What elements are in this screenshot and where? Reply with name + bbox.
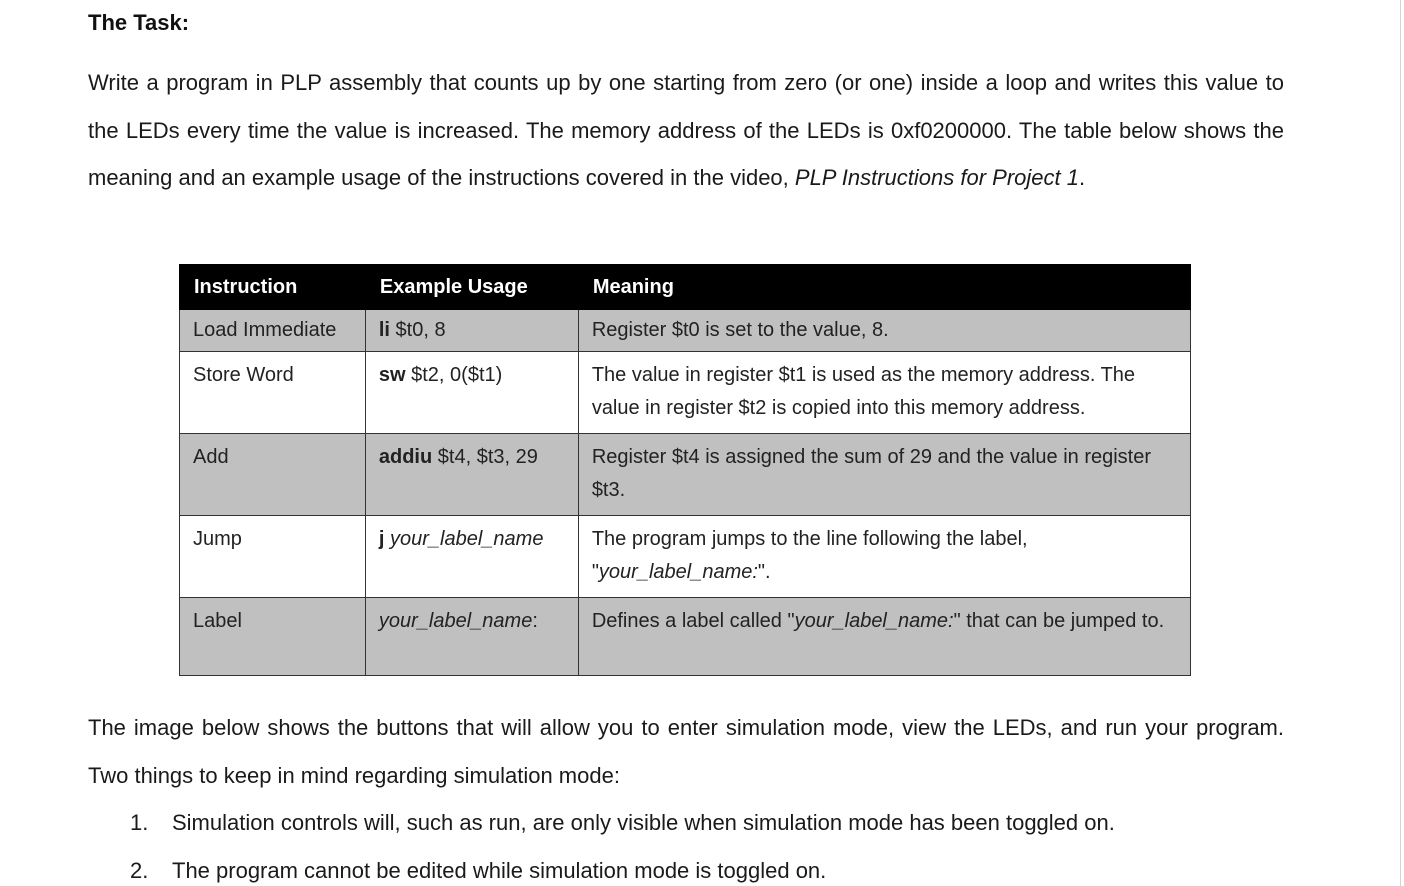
- usage-cell: [365, 352, 578, 434]
- usage-cell: [365, 516, 578, 598]
- usage-cell: [365, 598, 578, 676]
- instruction-cell: Add: [180, 434, 366, 516]
- meaning-text-end: " that can be jumped to.: [953, 610, 1165, 632]
- simulation-paragraph: The image below shows the buttons that will allow you to enter simulation mode, view the LEDs, and run your program. Two things to keep in mind regarding simulation mode:: [88, 715, 1284, 788]
- table-row: [180, 434, 1191, 516]
- usage-label-name: your_label_name: [378, 610, 533, 632]
- meaning-label: your_label_name:: [598, 561, 758, 583]
- usage-cell: [365, 434, 578, 516]
- video-title: PLP Instructions for Project 1: [794, 165, 1079, 190]
- usage-keyword: addiu: [378, 446, 433, 468]
- meaning-cell: The value in register $t1 is used as the memory address. The value in register $t2 is copied into this memory address.: [578, 352, 1190, 434]
- table-row: [180, 352, 1191, 434]
- usage-colon: :: [532, 610, 538, 632]
- instruction-cell: Label: [180, 598, 366, 676]
- usage-cell: [365, 310, 578, 352]
- meaning-text: Defines a label called ": [591, 610, 795, 632]
- intro-text: Write a program in PLP assembly that counts up by one starting from zero (or one) inside a loop and writes this value to the LEDs every time the value is increased. The memory address of the LEDs is 0xf0200000. The table below shows the meaning and an example usage of the instructions covered in the video,: [88, 70, 1284, 190]
- list-number: 1.: [130, 810, 149, 835]
- task-heading: The Task:: [88, 10, 190, 35]
- table-row: [180, 598, 1191, 676]
- usage-operands: $t2, 0($t1): [405, 364, 503, 386]
- meaning-cell: Register $t4 is assigned the sum of 29 and the value in register $t3.: [578, 434, 1190, 516]
- list-text: Simulation controls will, such as run, are only visible when simulation mode has been toggled on.: [172, 810, 1115, 835]
- table-row: [180, 310, 1191, 352]
- simulation-notes-list: [88, 799, 1115, 886]
- meaning-cell: [578, 598, 1190, 676]
- list-item: [88, 799, 1115, 847]
- header-example-usage: Example Usage: [365, 265, 578, 310]
- usage-operands: $t0, 8: [390, 319, 446, 341]
- page-edge: [1400, 0, 1401, 886]
- instruction-cell: Store Word: [180, 352, 366, 434]
- header-meaning: Meaning: [578, 265, 1190, 310]
- usage-operands: $t4, $t3, 29: [432, 446, 538, 468]
- usage-keyword: sw: [378, 364, 406, 386]
- instruction-cell: Load Immediate: [180, 310, 366, 352]
- meaning-text: The program jumps to the line following the label, ": [591, 528, 1028, 583]
- meaning-label: your_label_name:: [794, 610, 954, 632]
- instructions-table: [179, 264, 1191, 676]
- instruction-cell: Jump: [180, 516, 366, 598]
- usage-keyword: j: [378, 528, 385, 550]
- meaning-cell: Register $t0 is set to the value, 8.: [578, 310, 1190, 352]
- usage-keyword: li: [378, 319, 390, 341]
- table-row: [180, 516, 1191, 598]
- meaning-text-end: ".: [757, 561, 771, 583]
- usage-label-name: your_label_name: [390, 528, 544, 550]
- header-instruction: Instruction: [180, 265, 366, 310]
- list-text: The program cannot be edited while simulation mode is toggled on.: [172, 857, 827, 883]
- list-number: 2.: [130, 857, 149, 883]
- table-header-row: [180, 265, 1191, 310]
- intro-end: .: [1078, 165, 1086, 190]
- intro-paragraph: [88, 59, 1284, 202]
- meaning-cell: [578, 516, 1190, 598]
- list-item: [88, 847, 1115, 886]
